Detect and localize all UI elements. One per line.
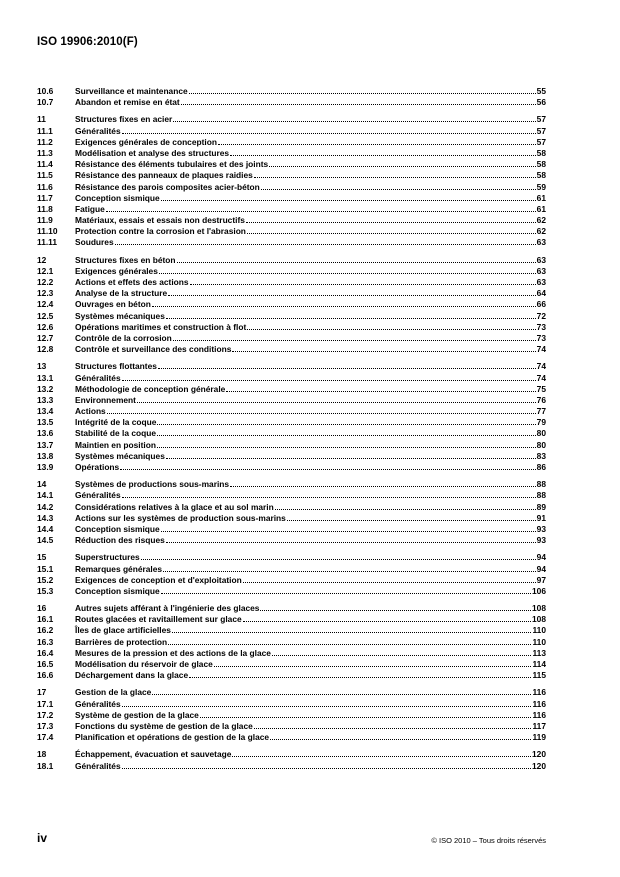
toc-entry-page: 83 (536, 450, 546, 461)
toc-entry[interactable] (37, 299, 546, 310)
toc-entry[interactable] (37, 586, 546, 597)
toc-dot-leader (158, 368, 536, 369)
toc-entry-title: Systèmes de productions sous-marins (75, 479, 230, 490)
toc-entry[interactable] (37, 670, 546, 681)
toc-entry-page: 116 (532, 687, 546, 698)
toc-dot-leader (168, 644, 531, 645)
toc-entry-number: 11.9 (37, 215, 53, 226)
toc-entry-number: 15.2 (37, 574, 54, 585)
toc-dot-leader (247, 329, 535, 330)
toc-entry[interactable] (37, 603, 546, 614)
toc-entry-page: 86 (536, 462, 546, 472)
toc-entry-page: 88 (536, 490, 546, 501)
toc-entry-number: 13.5 (37, 417, 54, 428)
toc-entry-page: 73 (536, 321, 546, 332)
toc-entry-page: 117 (532, 720, 546, 731)
toc-entry-title: Résistance des parois composites acier-béton (75, 181, 260, 192)
toc-entry-title: Structures flottantes (75, 361, 157, 372)
toc-dot-leader (232, 756, 531, 757)
toc-entry-page: 64 (536, 288, 546, 299)
toc-entry-number: 14.1 (37, 490, 54, 501)
toc-entry-number: 13.7 (37, 439, 54, 450)
toc-dot-leader (115, 244, 536, 245)
toc-entry[interactable] (37, 490, 546, 501)
toc-entry[interactable] (37, 659, 546, 670)
toc-dot-leader (260, 610, 531, 611)
toc-entry-number: 13.2 (37, 383, 54, 394)
toc-section-group (37, 479, 546, 546)
toc-dot-leader (157, 424, 535, 425)
toc-entry[interactable] (37, 462, 546, 473)
toc-section-group (37, 749, 546, 771)
toc-entry-number: 11.7 (37, 192, 53, 203)
toc-entry-number: 13 (37, 361, 47, 372)
toc-entry-number: 12.8 (37, 344, 54, 355)
toc-entry-title: Méthodologie de conception générale (75, 383, 226, 394)
toc-entry-number: 14.5 (37, 535, 54, 546)
toc-entry-title: Généralités (75, 372, 121, 383)
toc-entry-page: 80 (536, 439, 546, 450)
toc-dot-leader (200, 717, 532, 718)
document-id: ISO 19906:2010(F) (37, 36, 138, 48)
toc-entry-number: 14 (37, 479, 47, 490)
toc-entry-page: 57 (536, 114, 546, 125)
toc-entry-page: 94 (536, 563, 546, 574)
toc-entry-number: 12 (37, 254, 47, 265)
toc-entry-title: Considérations relatives à la glace et au sol marin (75, 501, 274, 512)
toc-entry-title: Exigences de conception et d'exploitation (75, 574, 242, 585)
toc-entry-number: 11.8 (37, 203, 53, 214)
toc-dot-leader (161, 531, 536, 532)
toc-dot-leader (218, 144, 536, 145)
toc-dot-leader (230, 155, 536, 156)
toc-entry[interactable] (37, 204, 546, 215)
toc-entry-title: Systèmes mécaniques (75, 450, 165, 461)
page-number: iv (37, 831, 48, 845)
toc-dot-leader (226, 391, 535, 392)
toc-entry[interactable] (37, 148, 546, 159)
toc-entry-page: 119 (532, 732, 546, 743)
toc-entry[interactable] (37, 97, 546, 108)
toc-section-group (37, 255, 546, 356)
toc-entry[interactable] (37, 710, 546, 721)
toc-entry-number: 18.1 (37, 760, 54, 771)
toc-dot-leader (168, 295, 536, 296)
toc-entry-page: 108 (532, 603, 546, 614)
toc-entry-title: Autres sujets afférant à l'ingénierie des glaces (75, 603, 260, 614)
toc-entry-number: 11.3 (37, 147, 53, 158)
toc-entry-title: Barrières de protection (75, 636, 168, 647)
toc-entry[interactable] (37, 114, 546, 125)
toc-dot-leader (230, 486, 536, 487)
toc-entry-page: 61 (536, 203, 546, 214)
toc-dot-leader (270, 739, 531, 740)
toc-entry-title: Gestion de la glace (75, 687, 152, 698)
toc-entry-number: 18 (37, 749, 47, 760)
toc-entry-page: 80 (536, 428, 546, 439)
toc-dot-leader (275, 509, 536, 510)
toc-section-group (37, 361, 546, 473)
toc-dot-leader (173, 121, 535, 122)
toc-entry-title: Modélisation et analyse des structures (75, 147, 230, 158)
toc-entry-title: Modélisation du réservoir de glace (75, 659, 213, 669)
toc-entry-title: Exigences générales (75, 265, 158, 276)
toc-entry[interactable] (37, 513, 546, 524)
toc-entry[interactable] (37, 322, 546, 333)
toc-entry-title: Routes glacées et ravitaillement sur glace (75, 614, 242, 625)
toc-entry-number: 15.1 (37, 563, 54, 574)
toc-entry-page: 120 (532, 749, 546, 760)
toc-dot-leader (269, 166, 536, 167)
toc-entry-title: Actions et effets des actions (75, 277, 189, 287)
toc-entry-page: 91 (536, 512, 546, 523)
toc-entry[interactable] (37, 395, 546, 406)
toc-entry-page: 120 (532, 760, 546, 771)
toc-entry[interactable] (37, 625, 546, 636)
toc-entry-number: 13.1 (37, 372, 54, 383)
toc-entry-number: 14.4 (37, 523, 54, 534)
toc-entry[interactable] (37, 637, 546, 648)
toc-entry-page: 106 (532, 585, 546, 596)
toc-entry-page: 108 (532, 614, 546, 625)
toc-entry-page: 115 (532, 670, 546, 681)
toc-entry-number: 12.7 (37, 332, 54, 343)
toc-dot-leader (141, 559, 536, 560)
toc-entry-number: 11.5 (37, 170, 53, 181)
toc-entry-title: Contrôle de la corrosion (75, 332, 172, 343)
toc-entry-title: Protection contre la corrosion et l'abrasion (75, 226, 246, 237)
toc-entry[interactable] (37, 193, 546, 204)
toc-section-group (37, 114, 546, 248)
toc-entry-title: Ouvrages en béton (75, 299, 151, 310)
toc-entry-number: 11 (37, 114, 46, 125)
toc-dot-leader (122, 706, 532, 707)
toc-entry-page: 74 (536, 344, 546, 355)
toc-entry-title: Réduction des risques (75, 535, 165, 546)
toc-entry-page: 63 (536, 254, 546, 265)
toc-dot-leader (161, 200, 536, 201)
toc-dot-leader (243, 621, 531, 622)
toc-entry-page: 97 (536, 574, 546, 585)
toc-entry-page: 56 (536, 97, 546, 108)
toc-entry-title: Mesures de la pression et des actions de la glace (75, 647, 271, 658)
toc-dot-leader (254, 177, 536, 178)
toc-entry-page: 116 (532, 698, 546, 709)
toc-entry-title: Maintien en position (75, 439, 156, 450)
toc-dot-leader (122, 768, 531, 769)
toc-entry[interactable] (37, 373, 546, 384)
toc-entry-number: 11.6 (37, 181, 53, 192)
toc-entry-page: 93 (536, 523, 546, 534)
toc-entry-title: Stabilité de la coque (75, 428, 156, 439)
toc-entry-number: 13.9 (37, 462, 54, 472)
toc-dot-leader (189, 93, 536, 94)
toc-entry-title: Opérations maritimes et construction à flot (75, 321, 247, 332)
toc-entry-page: 72 (536, 310, 546, 321)
toc-entry-page: 79 (536, 417, 546, 428)
toc-entry-page: 74 (536, 361, 546, 372)
toc-entry-title: Généralités (75, 760, 121, 771)
toc-entry-page: 114 (532, 659, 546, 669)
toc-section-group (37, 86, 546, 108)
toc-entry-page: 62 (536, 226, 546, 237)
toc-entry-page: 59 (536, 181, 546, 192)
toc-entry-title: Îles de glace artificielles (75, 625, 171, 636)
toc-entry-number: 17.1 (37, 698, 54, 709)
toc-entry[interactable] (37, 277, 546, 288)
toc-entry-page: 58 (536, 170, 546, 181)
toc-entry-number: 11.1 (37, 125, 53, 136)
toc-dot-leader (120, 469, 535, 470)
toc-entry-page: 75 (536, 383, 546, 394)
toc-entry-number: 16.4 (37, 647, 54, 658)
toc-entry-number: 16 (37, 603, 47, 614)
toc-dot-leader (243, 582, 536, 583)
toc-entry-number: 17.3 (37, 720, 54, 731)
toc-entry-title: Contrôle et surveillance des conditions (75, 344, 232, 355)
toc-entry-number: 15.3 (37, 585, 54, 596)
toc-dot-leader (172, 632, 532, 633)
toc-dot-leader (152, 694, 531, 695)
toc-entry-page: 74 (536, 372, 546, 383)
toc-entry[interactable] (37, 614, 546, 625)
toc-entry-title: Conception sismique (75, 523, 160, 534)
toc-entry[interactable] (37, 732, 546, 743)
toc-entry-number: 12.1 (37, 265, 54, 276)
toc-entry-title: Fatigue (75, 203, 105, 214)
toc-entry-page: 55 (536, 86, 546, 96)
toc-dot-leader (122, 380, 536, 381)
toc-dot-leader (247, 233, 536, 234)
toc-entry[interactable] (37, 311, 546, 322)
toc-dot-leader (157, 435, 536, 436)
toc-dot-leader (106, 211, 536, 212)
toc-entry-number: 13.4 (37, 406, 54, 417)
toc-entry-title: Opérations (75, 462, 120, 472)
toc-entry[interactable] (37, 761, 546, 772)
toc-dot-leader (177, 262, 536, 263)
toc-dot-leader (272, 655, 532, 656)
toc-entry-number: 11.10 (37, 226, 58, 237)
toc-entry-title: Actions (75, 406, 106, 417)
toc-entry-title: Conception sismique (75, 585, 160, 596)
toc-entry[interactable] (37, 440, 546, 451)
toc-entry-number: 16.6 (37, 670, 54, 681)
toc-dot-leader (107, 413, 536, 414)
toc-dot-leader (181, 104, 536, 105)
toc-entry-number: 12.4 (37, 299, 54, 310)
toc-dot-leader (232, 351, 535, 352)
toc-entry-page: 110 (532, 636, 546, 647)
toc-entry-title: Généralités (75, 490, 121, 501)
toc-entry[interactable] (37, 417, 546, 428)
toc-entry-title: Abandon et remise en état (75, 97, 180, 108)
toc-entry[interactable] (37, 333, 546, 344)
toc-dot-leader (122, 497, 536, 498)
toc-entry-page: 57 (536, 125, 546, 136)
toc-dot-leader (137, 402, 536, 403)
toc-entry-page: 66 (536, 299, 546, 310)
toc-entry[interactable] (37, 226, 546, 237)
toc-entry-page: 61 (536, 192, 546, 203)
toc-entry[interactable] (37, 648, 546, 659)
toc-entry-title: Résistance des panneaux de plaques raidies (75, 170, 253, 181)
toc-entry-title: Analyse de la structure (75, 288, 168, 299)
toc-dot-leader (152, 306, 536, 307)
toc-entry-title: Actions sur les systèmes de production sous-marins (75, 512, 286, 523)
toc-dot-leader (261, 189, 536, 190)
toc-dot-leader (246, 222, 536, 223)
toc-entry-number: 11.2 (37, 136, 53, 147)
toc-entry-page: 57 (536, 136, 546, 147)
toc-dot-leader (161, 593, 531, 594)
toc-entry-page: 77 (536, 406, 546, 417)
toc-entry-number: 17.4 (37, 732, 54, 743)
toc-dot-leader (166, 318, 536, 319)
toc-entry-title: Surveillance et maintenance (75, 86, 188, 96)
toc-entry-number: 10.7 (37, 97, 54, 108)
toc-dot-leader (163, 571, 536, 572)
toc-entry[interactable] (37, 406, 546, 417)
toc-entry-number: 11.4 (37, 159, 53, 170)
toc-entry[interactable] (37, 170, 546, 181)
toc-entry[interactable] (37, 687, 546, 698)
toc-entry-page: 58 (536, 147, 546, 158)
toc-entry-number: 13.6 (37, 428, 54, 439)
toc-entry-title: Système de gestion de la glace (75, 709, 199, 720)
toc-entry-number: 16.1 (37, 614, 54, 625)
toc-entry-number: 17.2 (37, 709, 54, 720)
toc-entry-page: 93 (536, 535, 546, 546)
toc-entry-number: 15 (37, 552, 47, 563)
toc-entry[interactable] (37, 721, 546, 732)
toc-entry-number: 12.2 (37, 277, 54, 287)
toc-entry-number: 12.6 (37, 321, 54, 332)
toc-entry-title: Exigences générales de conception (75, 136, 217, 147)
toc-dot-leader (166, 458, 536, 459)
toc-entry-title: Superstructures (75, 552, 140, 563)
toc-entry[interactable] (37, 182, 546, 193)
toc-entry-number: 12.5 (37, 310, 54, 321)
toc-dot-leader (166, 542, 536, 543)
toc-entry-page: 73 (536, 332, 546, 343)
toc-entry[interactable] (37, 502, 546, 513)
toc-entry-number: 16.3 (37, 636, 54, 647)
toc-entry[interactable] (37, 479, 546, 490)
toc-entry-title: Matériaux, essais et essais non destructifs (75, 215, 245, 226)
toc-section-group (37, 687, 546, 743)
toc-entry-number: 13.3 (37, 394, 54, 405)
copyright-notice: © ISO 2010 – Tous droits réservés (431, 836, 546, 845)
toc-entry-number: 14.3 (37, 512, 54, 523)
toc-entry-page: 63 (536, 265, 546, 276)
toc-entry-number: 13.8 (37, 450, 54, 461)
toc-entry-title: Déchargement dans la glace (75, 670, 189, 681)
toc-dot-leader (189, 677, 531, 678)
toc-dot-leader (190, 284, 536, 285)
toc-entry-title: Environnement (75, 394, 136, 405)
toc-entry-page: 89 (536, 501, 546, 512)
toc-entry-page: 76 (536, 394, 546, 405)
toc-entry[interactable] (37, 159, 546, 170)
toc-entry-title: Soudures (75, 237, 114, 248)
toc-entry[interactable] (37, 699, 546, 710)
toc-entry[interactable] (37, 564, 546, 575)
toc-entry-number: 16.5 (37, 659, 54, 669)
toc-entry-title: Planification et opérations de gestion de la glace (75, 732, 270, 743)
toc-entry-page: 94 (536, 552, 546, 563)
toc-dot-leader (159, 273, 536, 274)
toc-dot-leader (214, 666, 532, 667)
toc-entry-title: Conception sismique (75, 192, 160, 203)
toc-entry[interactable] (37, 86, 546, 97)
toc-entry-title: Intégrité de la coque (75, 417, 157, 428)
toc-entry-number: 14.2 (37, 501, 54, 512)
toc-entry[interactable] (37, 552, 546, 563)
toc-entry-number: 11.11 (37, 237, 58, 248)
toc-entry-page: 58 (536, 159, 546, 170)
toc-entry-title: Systèmes mécaniques (75, 310, 165, 321)
toc-entry[interactable] (37, 255, 546, 266)
toc-entry[interactable] (37, 524, 546, 535)
toc-dot-leader (173, 340, 536, 341)
toc-entry[interactable] (37, 749, 546, 760)
toc-entry-title: Généralités (75, 125, 121, 136)
toc-entry-page: 113 (532, 647, 546, 658)
table-of-contents (37, 86, 546, 778)
toc-entry[interactable] (37, 126, 546, 137)
toc-entry-title: Structures fixes en béton (75, 254, 176, 265)
toc-entry[interactable] (37, 137, 546, 148)
toc-entry[interactable] (37, 266, 546, 277)
toc-entry[interactable] (37, 535, 546, 546)
toc-entry-title: Structures fixes en acier (75, 114, 173, 125)
toc-entry[interactable] (37, 384, 546, 395)
toc-entry[interactable] (37, 428, 546, 439)
toc-entry-title: Fonctions du système de gestion de la glace (75, 720, 253, 731)
toc-entry[interactable] (37, 237, 546, 248)
toc-dot-leader (287, 520, 536, 521)
toc-entry-title: Remarques générales (75, 563, 163, 574)
toc-section-group (37, 603, 546, 681)
toc-entry-title: Résistance des éléments tubulaires et des joints (75, 159, 269, 170)
toc-entry-page: 63 (536, 277, 546, 287)
toc-entry[interactable] (37, 361, 546, 372)
toc-entry-number: 10.6 (37, 86, 54, 96)
toc-entry-page: 88 (536, 479, 546, 490)
toc-dot-leader (254, 728, 532, 729)
toc-dot-leader (122, 133, 536, 134)
toc-entry-page: 63 (536, 237, 546, 248)
toc-entry[interactable] (37, 288, 546, 299)
toc-entry-page: 116 (532, 709, 546, 720)
toc-entry[interactable] (37, 344, 546, 355)
toc-entry-page: 110 (532, 625, 546, 636)
toc-entry[interactable] (37, 215, 546, 226)
toc-entry-number: 16.2 (37, 625, 54, 636)
toc-entry-title: Généralités (75, 698, 121, 709)
toc-entry-page: 62 (536, 215, 546, 226)
toc-section-group (37, 552, 546, 597)
toc-entry[interactable] (37, 575, 546, 586)
toc-entry-number: 12.3 (37, 288, 54, 299)
toc-dot-leader (157, 447, 536, 448)
toc-entry-title: Échappement, évacuation et sauvetage (75, 749, 232, 760)
toc-entry-number: 17 (37, 687, 47, 698)
toc-entry[interactable] (37, 451, 546, 462)
